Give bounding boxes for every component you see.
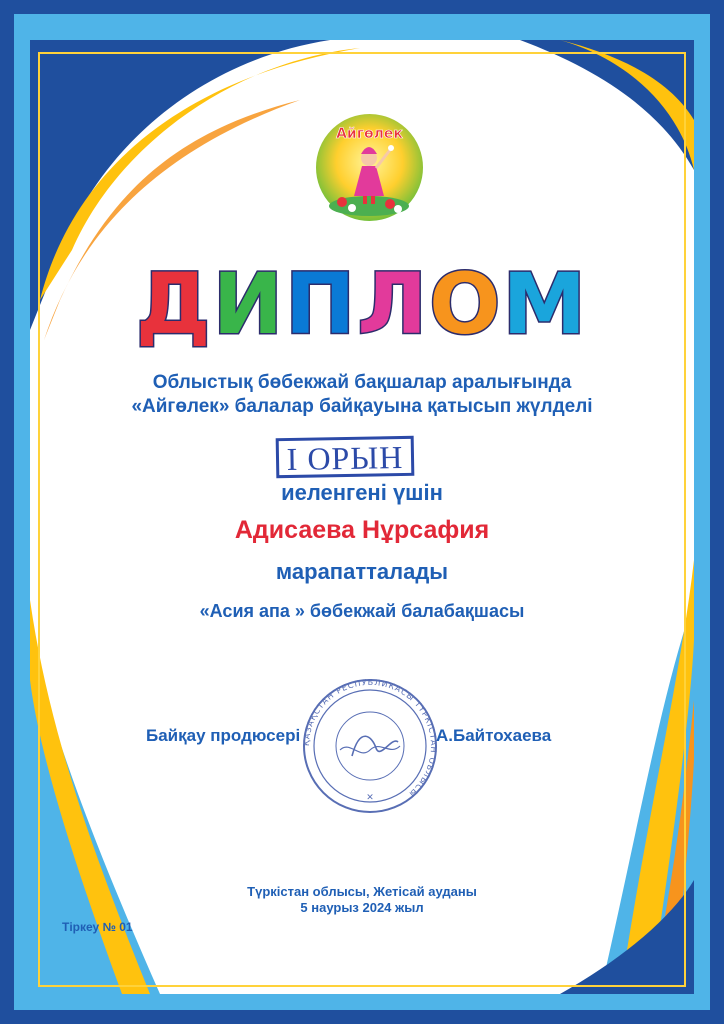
footer-date: 5 наурыз 2024 жыл: [300, 900, 424, 915]
seal-text: ҚАЗАҚСТАН РЕСПУБЛИКАСЫ ТҮРКІСТАН ОБЛЫСЫ: [301, 677, 439, 799]
title-letter: Д: [135, 255, 213, 353]
award-line-4: марапатталады: [275, 559, 449, 584]
title-letter: П: [285, 255, 358, 353]
recipient-name: Адисаева Нұрсафия: [234, 516, 490, 544]
footer-location: Түркістан облысы, Жетісай ауданы: [247, 884, 477, 899]
diploma-title: [0, 255, 724, 353]
producer-label: Байқау продюсері: [146, 726, 301, 745]
official-seal-icon: [300, 676, 440, 816]
title-letter: О: [429, 255, 503, 353]
title-letter: И: [212, 255, 285, 353]
logo-text: Айгөлек: [336, 126, 403, 142]
registration-number: Тіркеу № 01: [62, 920, 133, 934]
producer-name: А.Байтохаева: [436, 726, 552, 745]
title-letter: М: [502, 255, 589, 353]
institution-name: «Асия апа » бөбекжай балабақшасы: [199, 601, 525, 621]
aigolek-logo: [312, 110, 427, 225]
award-line-1: Облыстық бөбекжай бақшалар аралығында: [152, 372, 572, 393]
place-stamp: I ОРЫН: [276, 436, 415, 478]
title-letter: Л: [357, 255, 430, 353]
award-line-2: «Айгөлек» балалар байқауына қатысып жүлделі: [131, 396, 593, 417]
svg-text:✕: ✕: [366, 793, 374, 803]
award-line-3: иеленгені үшін: [281, 480, 443, 505]
